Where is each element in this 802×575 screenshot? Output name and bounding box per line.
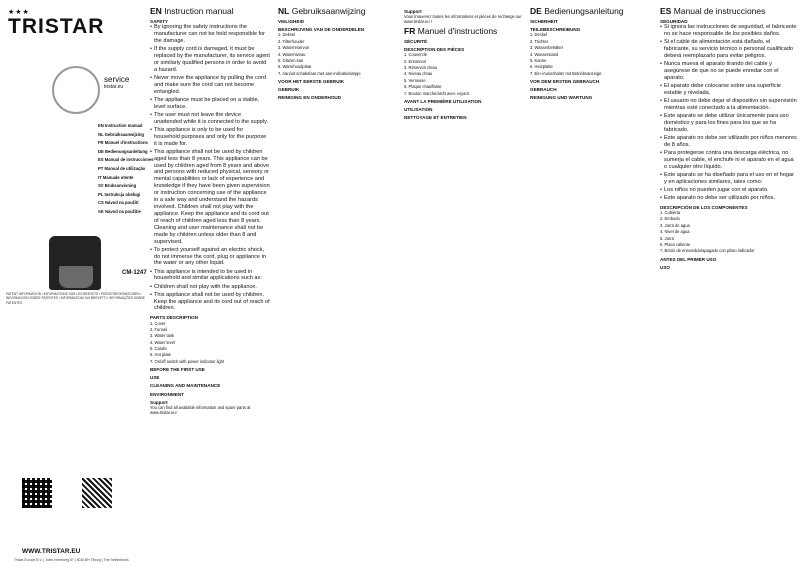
parts-heading: TEILEBESCHREIBUNG [530,27,581,33]
list-item: • Este aparato no debe ser utilizado por niños. [660,195,798,202]
model-number: CM-1247 [122,270,147,276]
section-title-es: ES Manual de instrucciones [660,6,766,16]
language-index-item: DE Bedienungsanleitung [98,148,148,154]
list-item: 2. Funnel [150,326,168,332]
language-index-item: EN Instruction manual [98,123,143,128]
carafe-icon [59,266,93,288]
list-item: • By ignoring the safety instructions the manufacturer can not be held responsible for the damage. [150,24,270,45]
language-index-item: CS Návod na použití [98,200,139,206]
support-heading: Support [150,399,168,405]
column-de [530,6,650,571]
list-item: • Este aparato se ha diseñado para el uso en el hogar y en aplicaciones similares, tales como: [660,172,798,186]
section-title-nl: NL Gebruiksaanwijzing [278,6,366,16]
list-item: 1. Deksel [278,32,296,38]
brand-stars: ★★★ [8,9,30,16]
support-text: Vous trouverez toutes les informations et pièces de rechange sur www.tristar.eu ! [404,14,522,25]
list-item: • This appliance is intended to be used in household and similar applications such as: [150,269,270,283]
product-image [5,228,145,288]
use-heading: GEBRUIK [278,87,300,93]
list-item: 3. Jarra de agua [660,222,690,228]
list-item: • El usuario no debe dejar el dispositivo sin supervisión mientras esté conectado a la alimentación. [660,98,798,112]
list-item: 5. Verseuse [404,77,426,83]
list-item: 5. Glazen kan [278,57,304,63]
list-item: • This appliance shall not be used by children aged less than 8 years. This appliance can be used by children aged from 8 years and above and persons with reduced physical, sensory or mental capabilities or lack of experience and knowledge if they have been given supervision or instruction concerning use of the appliance in a safe way and understand the hazards involved. Children shall not play with the appliance. Keep the appliance and its cord out of reach of children aged less than 8 years. Cleaning and user maintenance shall not be made by children unless older than 8 and supervised. [150,149,270,246]
list-item: 7. Bouton marche/arrêt avec voyant [404,90,469,96]
safety-heading: VEILIGHEID [278,19,305,24]
section-title-en: EN Instruction manual [150,6,234,16]
cleaning-heading: CLEANING AND MAINTENANCE [150,383,221,389]
list-item: 6. Hot plate [150,352,171,358]
section-title-de: DE Bedienungsanleitung [530,6,624,16]
list-item: 6. Heizplatte [530,64,553,70]
list-item: • Los niños no pueden jugar con el aparato. [660,187,798,194]
safety-heading: SAFETY [150,19,169,24]
list-item: • Children shall not play with the appliance. [150,284,270,291]
list-item: • Este aparato se debe utilizar únicamente para uso doméstico y para los fines para los que se ha fabricado. [660,113,798,134]
list-item: 5. Jarra [660,235,674,241]
list-item: 7. On/off switch with power indicator light [150,358,225,364]
language-index-item: SK Návod na použitie [98,208,141,214]
list-item: • The user must not leave the device unattended while it is connected to the supply. [150,112,270,126]
language-index-item: IT Manuale utente [98,174,134,180]
parts-heading: BESCHRIJVING VAN DE ONDERDELEN [278,27,365,33]
language-index-item: NL Gebruiksaanwijzing [98,131,144,137]
list-item: 3. Wasserbehälter [530,45,564,51]
cleaning-heading: NETTOYAGE ET ENTRETIEN [404,115,467,121]
list-item: 6. Placa caliente [660,241,691,247]
use-heading: GEBRAUCH [530,87,557,93]
list-item: 1. Cover [150,320,166,326]
list-item: 7. Ein-/Ausschalter mit Betriebsanzeige [530,70,602,76]
safety-heading: SEGURIDAD [660,19,688,24]
language-index-item: ES Manual de instrucciones [98,157,154,163]
qr-code-icon [82,478,112,508]
environment-heading: ENVIRONMENT [150,391,184,397]
list-item: 5. Kanne [530,57,547,63]
qr-code-icon [22,478,52,508]
use-heading: USO [660,264,670,270]
list-item: • Para protegerse contra una descarga eléctrica, no sumerja el cable, el enchufe ni el aparato en el agua o cualquier otro líquido. [660,150,798,171]
language-index-item: FR Manuel d'instructions [98,140,148,146]
language-index [98,122,154,217]
service-badge-icon [52,66,100,114]
website: WWW.TRISTAR.EU [22,548,81,555]
list-item: • El aparato debe colocarse sobre una superficie estable y nivelada. [660,83,798,97]
list-item: 5. Carafe [150,346,167,352]
parts-heading: DESCRIPCIÓN DE LOS COMPONENTES [660,204,748,210]
list-item: 3. Waterreservoir [278,45,310,51]
before-use-heading: ANTES DEL PRIMER USO [660,256,717,262]
service-label: service tristar.eu [104,75,130,90]
list-item: 6. Plaque chauffante [404,84,442,90]
before-use-heading: AVANT LA PREMIÈRE UTILISATION [404,98,482,104]
brand-logo: TRISTAR [8,15,105,38]
column-fr [404,6,524,571]
list-item: 4. Nivel de agua [660,229,690,235]
list-item: 2. Filterhouder [278,38,305,44]
column-nl [278,6,396,571]
list-item: 4. Waterniveau [278,51,306,57]
list-item: 4. Wasserstand [530,51,559,57]
list-item: • Never move the appliance by pulling the cord and make sure the cord can not become entangled. [150,75,270,96]
list-item: • If the supply cord is damaged, it must be replaced by the manufacturer, its service agent or similarly qualified persons in order to avoid a hazard. [150,46,270,74]
list-item: 2. Trichter [530,38,549,44]
cleaning-heading: REINIGUNG UND WARTUNG [530,95,593,101]
parts-heading: PARTS DESCRIPTION [150,315,198,321]
brand-header [8,8,138,37]
safety-heading: SÉCURITÉ [404,38,428,44]
list-item: • This appliance is only to be used for household purposes and only for the purpose it is made for. [150,127,270,148]
use-heading: UTILISATION [404,106,433,112]
list-item: • To protect yourself against an electric shock, do not immerse the cord, plug or appliance in the water or any other liquid. [150,247,270,268]
before-use-heading: VOOR HET EERSTE GEBRUIK [278,78,345,84]
list-item: • Este aparato no debe ser utilizado por niños menores de 8 años. [660,135,798,149]
use-heading: USE [150,375,160,381]
list-item: • The appliance must be placed on a stable, level surface. [150,97,270,111]
list-item: • Si el cable de alimentación está dañado, el fabricante, su servicio técnico o personal cualificado deberá reemplazarlo para evitar peligros. [660,39,798,60]
list-item: • Nunca mueva el aparato tirando del cable y asegúrese de que no se puede enredar con el aparato. [660,61,798,82]
column-es [660,6,798,571]
list-item: 7. Aan/uit-schakelaar met aan-indicatielampje [278,70,361,76]
column-en [150,6,270,571]
list-item: 4. Water level [150,339,175,345]
list-item: 3. Water tank [150,333,175,339]
legal-text: PATENT INFORMATION / INFORMATIONS SUR LES BREVETS / PATENTINFORMATIONEN / INFORMACIÓN SOBRE PATENTES / INFORMAZIONI SUI BREVETTI / INFORMAÇÕES SOBRE PATENTES [6,292,145,305]
cleaning-heading: REINIGING EN ONDERHOUD [278,95,342,101]
list-item: 2. Embudo [660,216,680,222]
address: Tristar Europe B.V. | Jules Verneweg 87 | 5015 BH Tilburg | The Netherlands [14,558,129,562]
list-item: 3. Réservoir d'eau [404,64,438,70]
list-item: 2. Entonnoir [404,58,427,64]
before-use-heading: BEFORE THE FIRST USE [150,367,205,373]
list-item: • Si ignora las instrucciones de seguridad, el fabricante no se hace responsable de los posibles daños. [660,24,798,38]
list-item: 4. Niveau d'eau [404,71,433,77]
parts-heading: DESCRIPTION DES PIÈCES [404,47,465,52]
list-item: • This appliance shall not be used by children. Keep the appliance and its cord out of reach of children. [150,292,270,313]
section-title-fr: FR Manuel d'instructions [404,25,498,36]
language-index-item: PL Instrukcja obsługi [98,191,141,197]
before-use-heading: VOR DEM ERSTEN GEBRAUCH [530,78,600,84]
support-heading: Support [404,9,422,14]
support-text: You can find all available information and spare parts at www.tristar.eu! [150,405,251,416]
list-item: 6. Warmhoudplaat [278,64,312,70]
list-item: 1. Cubierta [660,210,681,216]
language-index-item: PT Manual de utilização [98,165,146,171]
list-item: 1. Deckel [530,32,548,38]
list-item: 7. Botón de encendido/apagado con piloto indicador [660,248,755,254]
safety-heading: SICHERHEIT [530,19,558,24]
list-item: 1. Couvercle [404,52,427,58]
language-index-item: SV Bruksanvisning [98,183,137,189]
